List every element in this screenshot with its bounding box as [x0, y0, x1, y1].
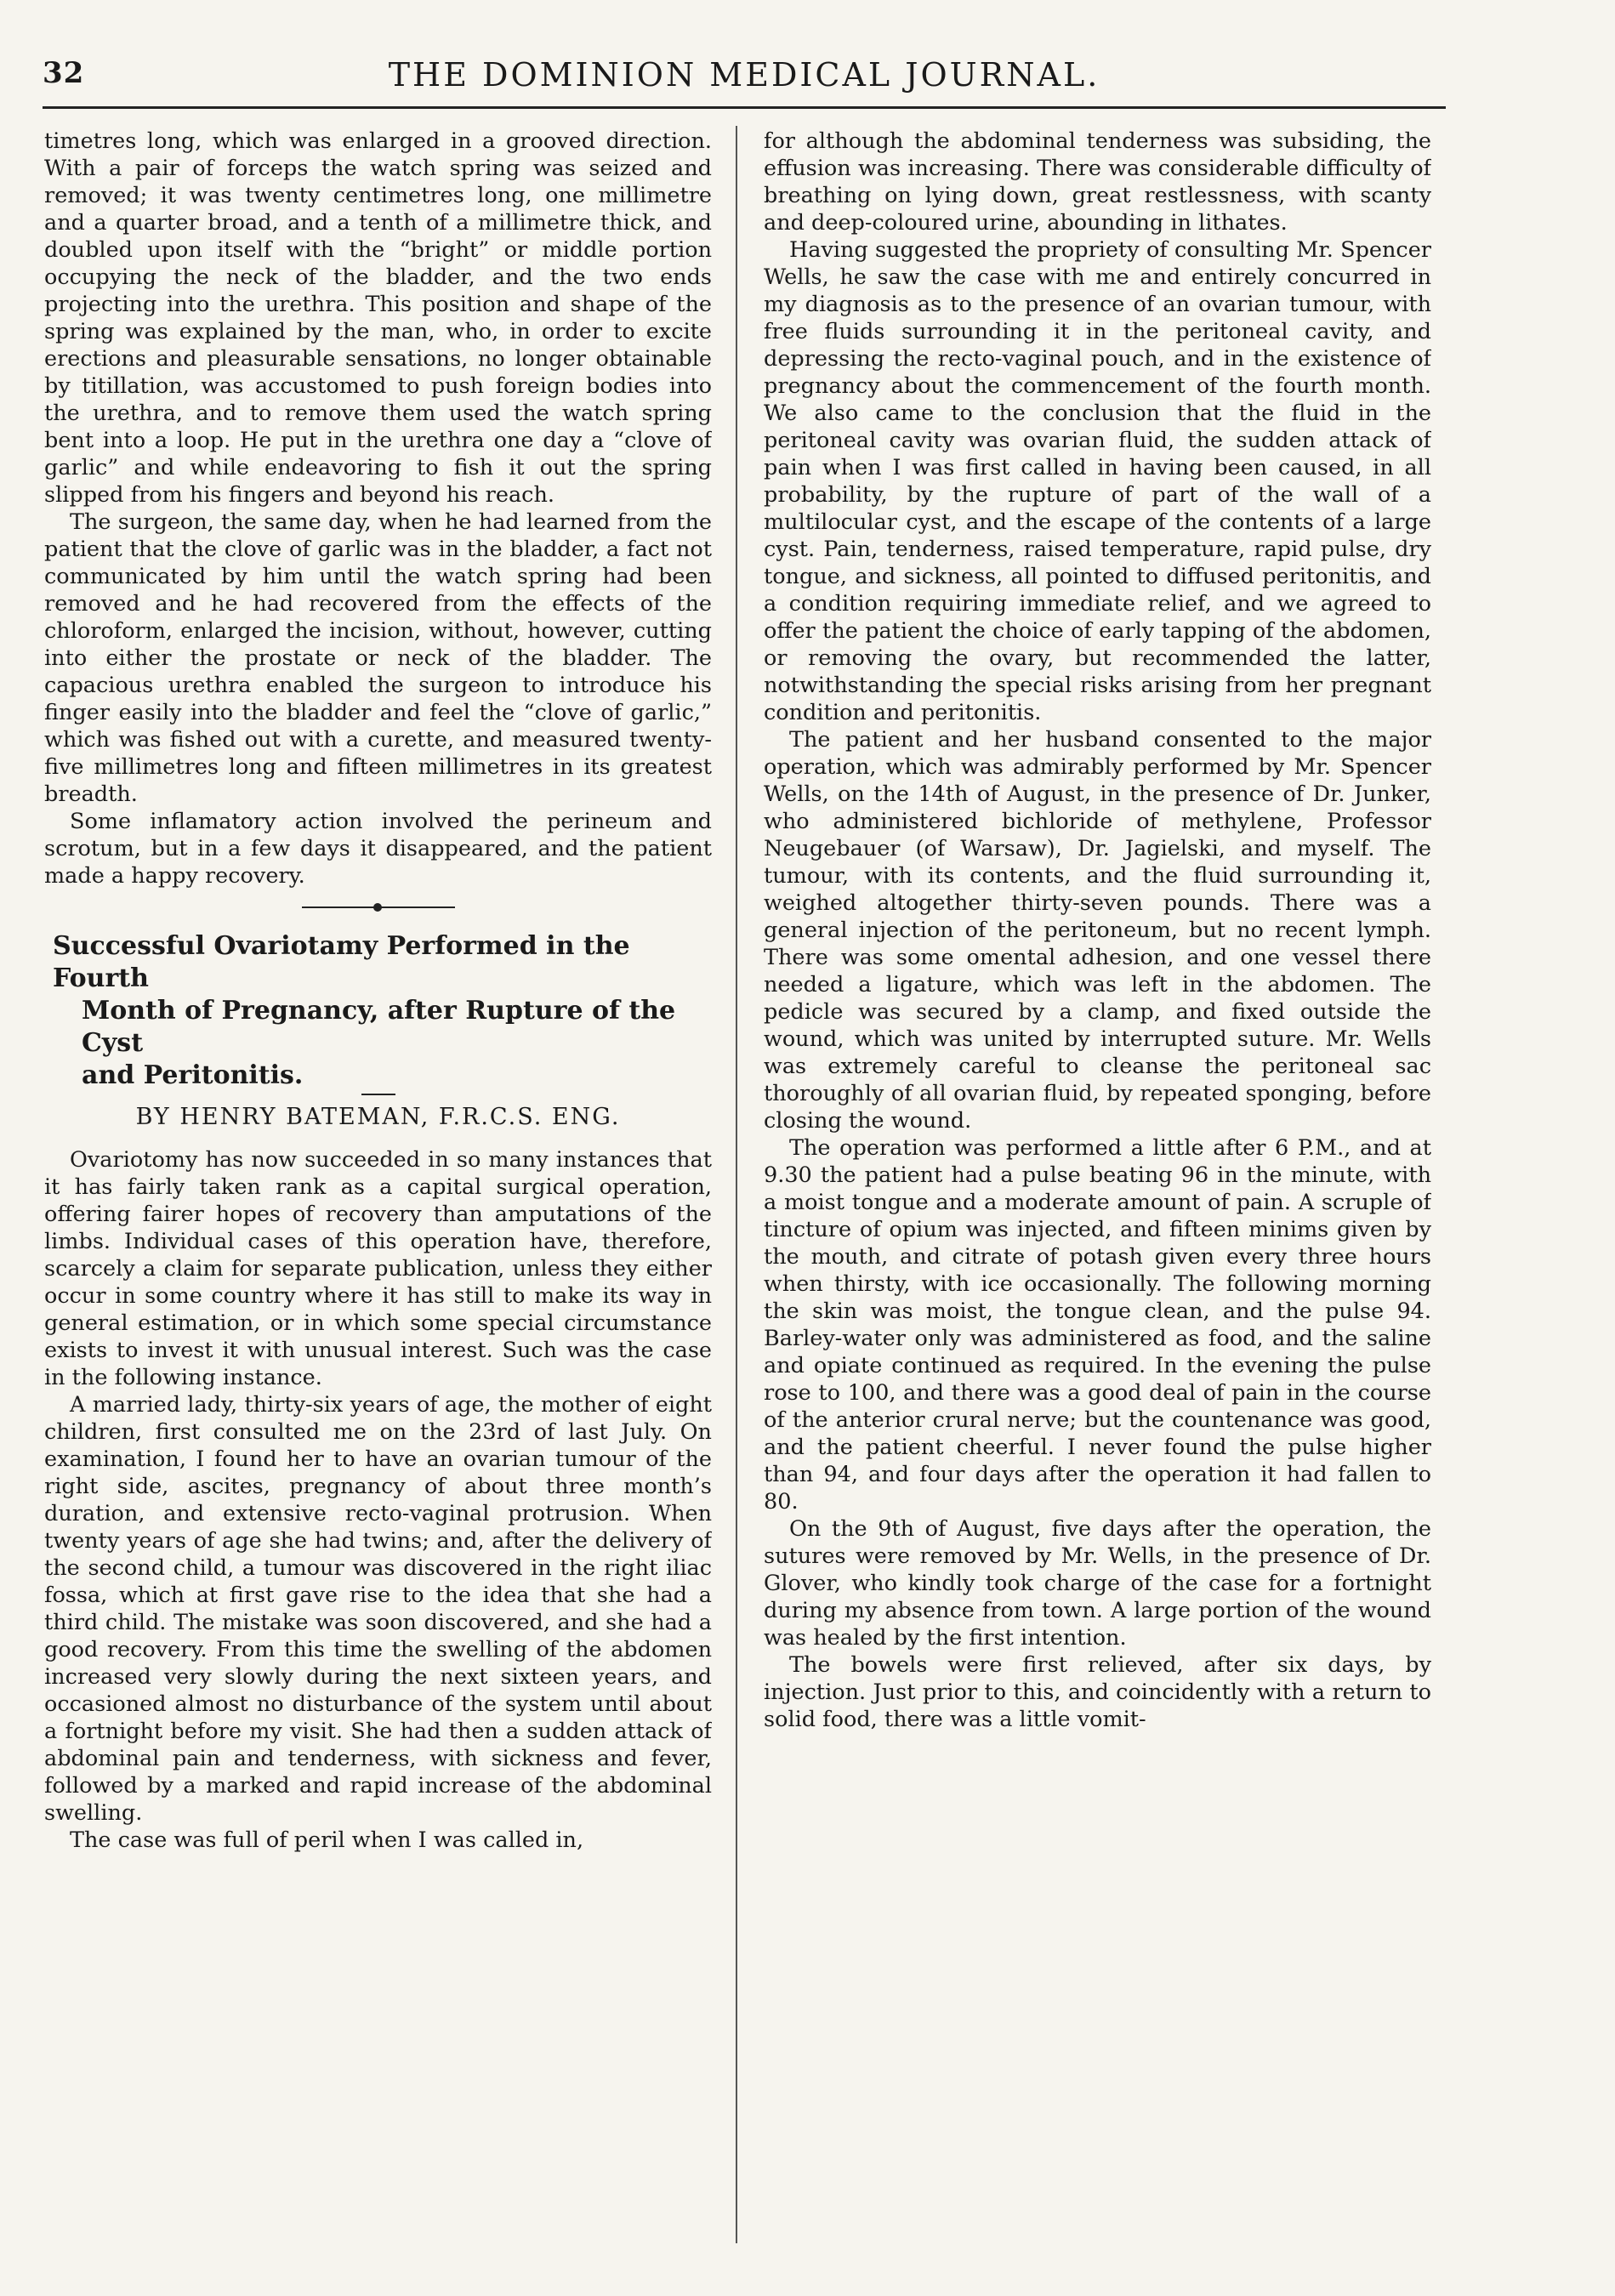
header-rule — [43, 106, 1446, 109]
page-header — [43, 56, 1446, 99]
running-title: THE DOMINION MEDICAL JOURNAL. — [388, 56, 1100, 94]
paragraph: Ovariotomy has now succeeded in so many instances that it has fairly taken rank as a capital surgical operation, offering fairer hopes of recovery than amputations of the limbs. Individual cases of this operation have, therefore, scarcely a claim for separate publication, unless they either occur in some country where it has still to make its way in general estimation, or in which some special circumstance exists to invest it with unusual interest. Such was the case in the following instance. — [44, 1147, 712, 1390]
title-rule — [361, 1094, 395, 1095]
right-column — [764, 128, 1431, 2236]
paragraph: The patient and her husband consented to the major operation, which was admirably performed by Mr. Spencer Wells, on the 14th of August, in the presence of Dr. Junker, who administered bichloride of methylene, Professor Neugebauer (of Warsaw), Dr. Jagielski, and myself. The tumour, with its contents, and the fluid surrounding it, weighed altogether thirty-seven pounds. There was a general injection of the peritoneum, but no recent lymph. There was some omental adhesion, and one vessel there needed a ligature, which was left in the abdomen. The pedicle was secured by a clamp, and fixed outside the wound, which was united by interrupted suture. Mr. Wells was extremely careful to cleanse the peritoneal sac thoroughly of all ovarian fluid, by repeated sponging, before closing the wound. — [764, 727, 1431, 1134]
paragraph: The bowels were first relieved, after six days, by injection. Just prior to this, and coincidently with a return to solid food, there was a little vomit- — [764, 1652, 1431, 1732]
paragraph: Some inflamatory action involved the perineum and scrotum, but in a few days it disappeared, and the patient made a happy recovery. — [44, 809, 712, 889]
paragraph: Having suggested the propriety of consulting Mr. Spencer Wells, he saw the case with me and entirely concurred in my diagnosis as to the presence of an ovarian tumour, with free fluids surrounding it in the peritoneal cavity, and depressing the recto-vaginal pouch, and in the existence of pregnancy about the commencement of the fourth month. We also came to the conclusion that the fluid in the peritoneal cavity was ovarian fluid, the sudden attack of pain when I was first called in having been caused, in all probability, by the rupture of part of the wall of a multilocular cyst, and the escape of the contents of a large cyst. Pain, tenderness, raised temperature, rapid pulse, dry tongue, and sickness, all pointed to diffused peritonitis, and a condition requiring immediate relief, and we agreed to offer the patient the choice of early tapping of the abdomen, or removing the ovary, but recommended the latter, notwithstanding the special risks arising from her pregnant condition and peritonitis. — [764, 237, 1431, 725]
paragraph: The surgeon, the same day, when he had learned from the patient that the clove of garlic was in the bladder, a fact not communicated by him until the watch spring had been removed and he had recovered from the effects of the chloroform, enlarged the incision, without, however, cutting into either the prostate or neck of the bladder. The capacious urethra enabled the surgeon to introduce his finger easily into the bladder and feel the “clove of garlic,” which was fished out with a curette, and measured twenty-five millimetres long and fifteen millimetres in its greatest breadth. — [44, 509, 712, 807]
paragraph: The case was full of peril when I was called in, — [70, 1827, 584, 1853]
article-title-line: and Peritonitis. — [82, 1060, 304, 1090]
byline: BY HENRY BATEMAN, F.R.C.S. ENG. — [135, 1104, 621, 1130]
article-title — [44, 930, 712, 1092]
paragraph: timetres long, which was enlarged in a grooved direction. With a pair of forceps the watch spring was seized and removed; it was twenty centimetres long, one millimetre and a quarter broad, and a tenth of a millimetre thick, and doubled upon itself with the “bright” or middle portion occupying the neck of the bladder, and the two ends projecting into the urethra. This position and shape of the spring was explained by the man, who, in order to excite erections and pleasurable sensations, no longer obtainable by titillation, was accustomed to push foreign bodies into the urethra, and to remove them used the watch spring bent into a loop. He put in the urethra one day a “clove of garlic” and while endeavoring to fish it out the spring slipped from his fingers and beyond his reach. — [44, 128, 712, 508]
article-title-line: Successful Ovariotamy Performed in the Fourth — [53, 931, 630, 993]
page-number: 32 — [43, 56, 85, 90]
ornament-dot — [373, 903, 382, 912]
left-column — [44, 128, 712, 2236]
paragraph: On the 9th of August, five days after the operation, the sutures were removed by Mr. Wells, in the presence of Dr. Glover, who kindly took charge of the case for a fortnight during my absence from town. A large portion of the wound was healed by the first intention. — [764, 1516, 1431, 1651]
paragraph: A married lady, thirty-six years of age, the mother of eight children, first consulted me on the 23rd of last July. On examination, I found her to have an ovarian tumour of the right side, ascites, pregnancy of about three month’s duration, and extensive recto-vaginal protrusion. When twenty years of age she had twins; and, after the delivery of the second child, a tumour was discovered in the right iliac fossa, which at first gave rise to the idea that she had a third child. The mistake was soon discovered, and she had a good recovery. From this time the swelling of the abdomen increased very slowly during the next sixteen years, and occasioned almost no disturbance of the system until about a fortnight before my visit. She had then a sudden attack of abdominal pain and tenderness, with sickness and fever, followed by a marked and rapid increase of the abdominal swelling. — [44, 1392, 712, 1826]
column-divider — [736, 126, 737, 2243]
paragraph: for although the abdominal tenderness was subsiding, the effusion was increasing. There was considerable difficulty of breathing on lying down, great restlessness, with scanty and deep-coloured urine, abounding in lithates. — [764, 128, 1431, 236]
section-ornament — [302, 903, 455, 912]
article-title-line: Month of Pregnancy, after Rupture of the Cyst — [82, 996, 676, 1058]
paragraph: The operation was performed a little after 6 P.M., and at 9.30 the patient had a pulse beating 96 in the minute, with a moist tongue and a moderate amount of pain. A scruple of tincture of opium was injected, and fifteen minims given by the mouth, and citrate of potash given every three hours when thirsty, with ice occasionally. The following morning the skin was moist, the tongue clean, and the pulse 94. Barley-water only was administered as food, and the saline and opiate continued as required. In the evening the pulse rose to 100, and there was a good deal of pain in the course of the anterior crural nerve; but the countenance was good, and the patient cheerful. I never found the pulse higher than 94, and four days after the operation it had fallen to 80. — [764, 1135, 1431, 1515]
